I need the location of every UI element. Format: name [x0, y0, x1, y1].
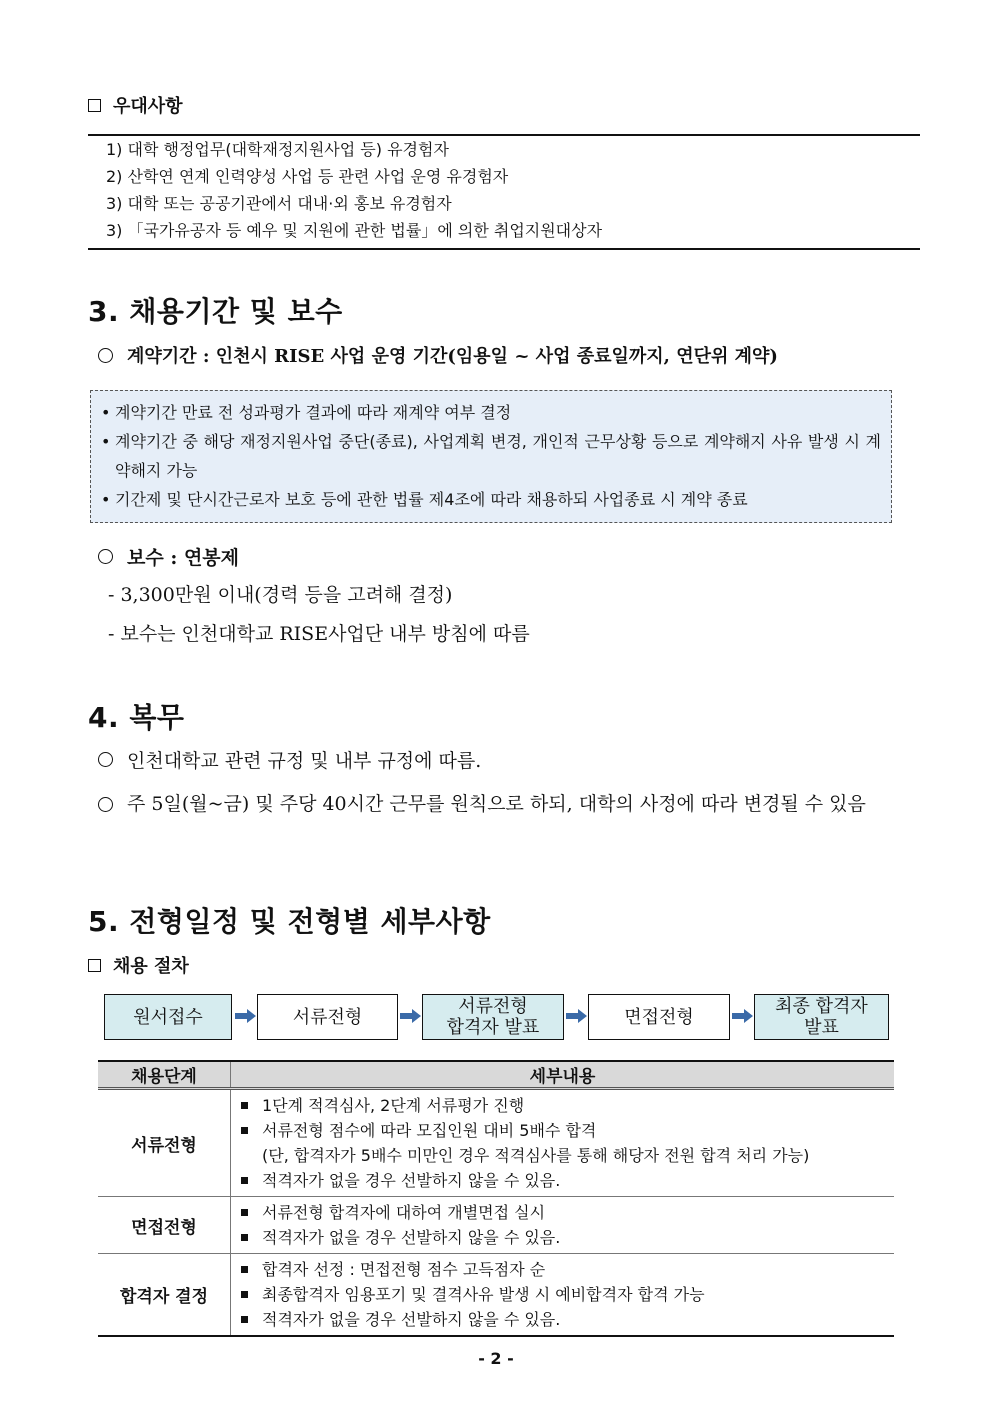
notice-item [101, 427, 881, 485]
detail-text: 합격자 선정 : 면접전형 점수 고득점자 순 [262, 1260, 546, 1279]
flow-step-application [104, 994, 232, 1040]
details-cell [231, 1254, 895, 1337]
circle-bullet-icon [98, 549, 113, 564]
detail-item [239, 1143, 894, 1168]
flow-step-final-announcement [754, 994, 889, 1040]
preference-item: 3) 대학 또는 공공기관에서 대내·외 홍보 유경험자 [106, 194, 452, 213]
detail-text: 서류전형 점수에 따라 모집인원 대비 5배수 합격 [262, 1121, 597, 1140]
flow-step-label: 원서접수 [133, 1006, 203, 1028]
arrow-right-icon [400, 1008, 422, 1024]
detail-item [239, 1257, 894, 1282]
section4-title: 4. 복무 [88, 701, 185, 734]
detail-item [239, 1093, 894, 1118]
section5-title: 5. 전형일정 및 전형별 세부사항 [88, 905, 491, 938]
arrow-right-icon [566, 1008, 588, 1024]
preference-item: 3) 「국가유공자 등 예우 및 지원에 관한 법률」에 의한 취업지원대상자 [106, 221, 603, 240]
preferences-heading-text: 우대사항 [113, 96, 183, 117]
notice-item [101, 485, 881, 514]
checkbox-square-icon [88, 959, 101, 972]
contract-period-text: 계약기간 : 인천시 RISE 사업 운영 기간(임용일 ~ 사업 종료일까지, 연단위 계약) [127, 346, 778, 367]
duty-item-text: 주 5일(월~금) 및 주당 40시간 근무를 원칙으로 하되, 대학의 사정에 따라 변경될 수 있음 [127, 793, 866, 815]
flow-step-label: 서류전형 [292, 1006, 363, 1028]
flow-step-document-result [422, 994, 564, 1040]
square-bullet-icon [241, 1102, 248, 1109]
square-bullet-icon [241, 1209, 248, 1216]
checkbox-square-icon [88, 99, 101, 112]
duty-item [98, 746, 481, 773]
detail-text: 서류전형 합격자에 대하여 개별면접 실시 [262, 1203, 546, 1222]
detail-text: 최종합격자 임용포기 및 결격사유 발생 시 예비합격자 합격 가능 [262, 1285, 705, 1304]
detail-item [239, 1282, 894, 1307]
flow-step-label: 서류전형 [458, 996, 528, 1017]
flow-step-label: 면접전형 [624, 1006, 694, 1028]
table-row [98, 1197, 894, 1254]
square-bullet-icon [241, 1127, 248, 1134]
square-bullet-icon [241, 1177, 248, 1184]
flow-step-interview [588, 994, 730, 1040]
detail-text: 적격자가 없을 경우 선발하지 않을 수 있음. [262, 1171, 561, 1190]
notice-item-text: 기간제 및 단시간근로자 보호 등에 관한 법률 제4조에 따라 채용하되 사업종료 시 계약 종료 [115, 490, 748, 509]
square-bullet-icon [241, 1316, 248, 1323]
screening-details-table [98, 1060, 894, 1337]
stage-cell: 서류전형 [98, 1089, 231, 1197]
arrow-right-icon [732, 1008, 754, 1024]
procedure-heading [88, 952, 189, 978]
page-number: - 2 - [478, 1349, 514, 1368]
details-cell [231, 1089, 895, 1197]
procedure-heading-text: 채용 절차 [113, 956, 189, 977]
detail-item [239, 1307, 894, 1332]
table-row [98, 1254, 894, 1337]
preference-item: 1) 대학 행정업무(대학재정지원사업 등) 유경험자 [106, 140, 449, 159]
circle-bullet-icon [98, 348, 113, 363]
detail-item [239, 1225, 894, 1250]
contract-period-line [98, 342, 778, 368]
detail-item [239, 1168, 894, 1193]
stage-cell: 합격자 결정 [98, 1254, 231, 1337]
dot-bullet-icon: • [101, 403, 111, 422]
pay-item: - 보수는 인천대학교 RISE사업단 내부 방침에 따름 [108, 623, 530, 645]
arrow-right-icon [235, 1008, 257, 1024]
pay-item: - 3,300만원 이내(경력 등을 고려해 결정) [108, 584, 453, 606]
table-row [98, 1089, 894, 1197]
preference-item: 2) 산학연 연계 인력양성 사업 등 관련 사업 운영 유경험자 [106, 167, 509, 186]
detail-item [239, 1118, 894, 1143]
detail-text: (단, 합격자가 5배수 미만인 경우 적격심사를 통해 해당자 전원 합격 처리 가능) [262, 1146, 810, 1165]
circle-bullet-icon [98, 752, 113, 767]
square-bullet-icon [241, 1291, 248, 1298]
flow-step-document-screening [257, 994, 398, 1040]
detail-text: 적격자가 없을 경우 선발하지 않을 수 있음. [262, 1228, 561, 1247]
dot-bullet-icon: • [101, 490, 111, 509]
details-cell [231, 1197, 895, 1254]
pay-heading-line [98, 543, 239, 570]
contract-notice-box [90, 390, 892, 523]
square-bullet-icon [241, 1266, 248, 1273]
table-header-row [98, 1061, 894, 1089]
detail-text: 1단계 적격심사, 2단계 서류평가 진행 [262, 1096, 525, 1115]
flow-step-label: 최종 합격자 [775, 996, 868, 1017]
section3-title: 3. 채용기간 및 보수 [88, 295, 343, 328]
flow-step-label: 발표 [804, 1017, 839, 1038]
detail-text: 적격자가 없을 경우 선발하지 않을 수 있음. [262, 1310, 561, 1329]
circle-bullet-icon [98, 797, 113, 812]
column-header-stage: 채용단계 [98, 1061, 231, 1089]
preferences-heading [88, 92, 183, 118]
detail-item [239, 1200, 894, 1225]
notice-item-text: 계약기간 중 해당 재정지원사업 중단(종료), 사업계획 변경, 개인적 근무상황 등으로 계약해지 사유 발생 시 계약해지 가능 [115, 432, 881, 480]
duty-item [98, 785, 878, 824]
duty-item-text: 인천대학교 관련 규정 및 내부 규정에 따름. [127, 750, 482, 772]
notice-item-text: 계약기간 만료 전 성과평가 결과에 따라 재계약 여부 결정 [115, 403, 512, 422]
pay-heading-text: 보수 : 연봉제 [127, 547, 240, 569]
stage-cell: 면접전형 [98, 1197, 231, 1254]
preferences-box [88, 134, 920, 250]
square-bullet-icon [241, 1234, 248, 1241]
notice-item [101, 398, 881, 427]
column-header-details: 세부내용 [231, 1061, 895, 1089]
dot-bullet-icon: • [101, 432, 111, 451]
flow-step-label: 합격자 발표 [446, 1017, 540, 1038]
